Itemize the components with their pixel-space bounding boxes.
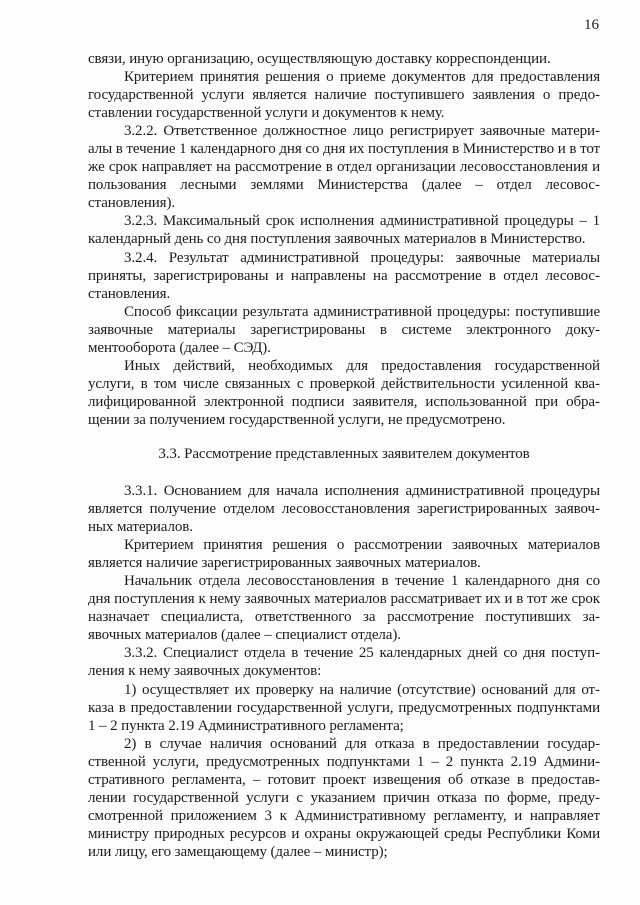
paragraph: Критерием принятия решения о приеме документов для предоставления государственной услуги является наличие поступившего заявления о предоставлении государственной услуги и документов к нему. <box>88 69 600 122</box>
paragraph: Начальник отдела лесовосстановления в течение 1 календарного дня со дня поступления к нему заявочных материалов рассматривает их и в тот же срок назначает специалиста, ответственного за рассмотрение поступивших заявочных материалов (далее – специалист отдела). <box>88 573 600 644</box>
paragraph: 3.2.2. Ответственное должностное лицо регистрирует заявочные материалы в течение 1 календарного дня со дня их поступления в Министерство и в тот же срок направляет на рассмотрение в отдел организации лесовосстановления и пользования лесными землями Министерства (далее – отдел лесовосстановления). <box>88 123 600 212</box>
page-number: 16 <box>584 17 599 33</box>
paragraph: Способ фиксации результата административной процедуры: поступившие заявочные материалы зарегистрированы в системе электронного документооборота (далее – СЭД). <box>88 303 600 356</box>
paragraph: связи, иную организацию, осуществляющую доставку корреспонденции. <box>88 51 551 67</box>
paragraph: Иных действий, необходимых для предоставления государственной услуги, в том числе связанных с проверкой действительности усиленной квалифицированной электронной подписи заявителя, использованной при обращении за получением государственной услуги, не предусмотрено. <box>88 357 600 428</box>
paragraph: 3.2.3. Максимальный срок исполнения административной процедуры – 1 календарный день со дня поступления заявочных материалов в Министерство. <box>88 213 600 248</box>
document-body <box>88 50 600 861</box>
paragraph: Критерием принятия решения о рассмотрении заявочных материалов является наличие зарегистрированных заявочных материалов. <box>88 537 600 572</box>
paragraph: 3.2.4. Результат административной процедуры: заявочные материалы приняты, зарегистрированы и направлены на рассмотрение в отдел лесовосстановления. <box>88 249 600 302</box>
section-heading: 3.3. Рассмотрение представленных заявителем документов <box>158 445 530 462</box>
paragraph: 3.3.2. Специалист отдела в течение 25 календарных дней со дня поступления к нему заявочных документов: <box>88 645 600 680</box>
list-item: 2) в случае наличия оснований для отказа в предоставлении государственной услуги, предусмотренных подпунктами 1 – 2 пункта 2.19 Административного регламента, – готовит проект извещения об отказе в предоставлении государственной услуги с указанием причин отказа по форме, предусмотренной приложением 3 к Административному регламенту, и направляет министру природных ресурсов и охраны окружающей среды Республики Коми или лицу, его замещающему (далее – министр); <box>88 735 600 860</box>
paragraph: 3.3.1. Основанием для начала исполнения административной процедуры является получение отделом лесовосстановления зарегистрированных заявочных материалов. <box>88 482 600 536</box>
list-item: 1) осуществляет их проверку на наличие (отсутствие) оснований для отказа в предоставлении государственной услуги, предусмотренных подпунктами 1 – 2 пункта 2.19 Административного регламента; <box>88 681 600 734</box>
